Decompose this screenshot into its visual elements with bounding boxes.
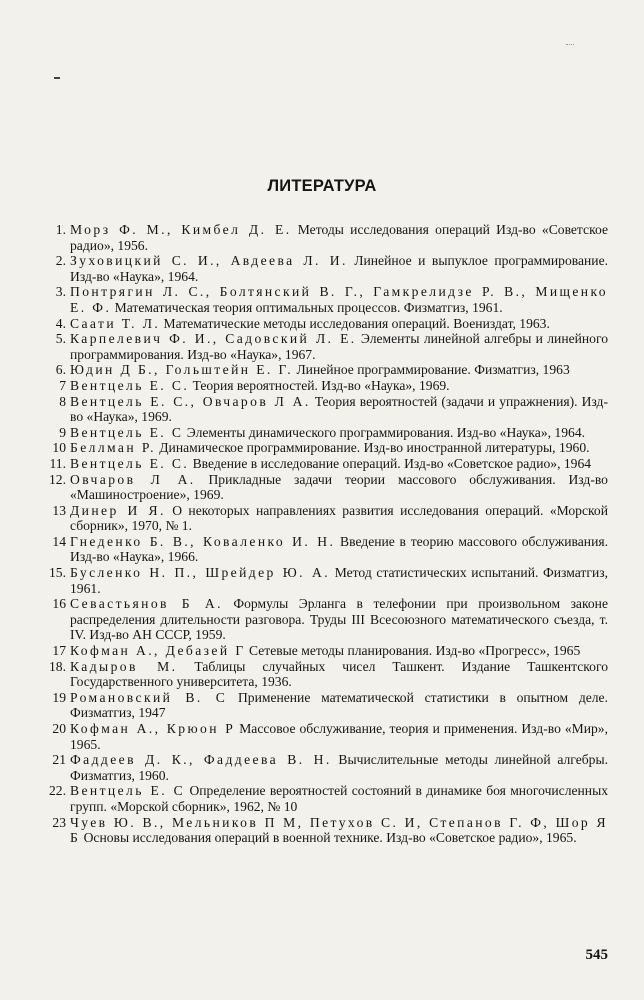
reference-number: 1.	[55, 222, 66, 237]
reference-text: Определение вероятностей состояний в динамике боя многочисленных групп. «Морской сборник», 1962, № 10	[70, 783, 609, 814]
reference-number: 8	[59, 393, 66, 409]
print-speck	[54, 77, 60, 79]
reference-authors: Вентцель Е. С.	[70, 377, 190, 393]
reference-text: Введение в исследование операций. Изд-во «Советское радио», 1964	[189, 455, 592, 471]
reference-item	[32, 752, 608, 783]
reference-item	[32, 783, 608, 814]
reference-number: 18.	[49, 658, 66, 674]
reference-number: 17	[52, 643, 66, 659]
reference-text: Элементы динамического программирования. Изд-во «Наука», 1964.	[183, 424, 586, 440]
reference-item	[32, 253, 608, 284]
reference-item	[32, 643, 608, 659]
reference-item	[32, 316, 608, 332]
reference-item	[32, 425, 608, 441]
reference-authors: Беллман Р.	[70, 440, 156, 456]
reference-item	[32, 440, 608, 456]
reference-authors: Вентцель Е. С	[70, 783, 186, 799]
reference-text: О некоторых направлениях развития исследования операций. «Морской сборник», 1970, № 1.	[70, 502, 608, 534]
reference-number: 9	[59, 424, 66, 440]
reference-item	[32, 659, 608, 690]
reference-item	[32, 815, 608, 846]
reference-number: 5.	[55, 331, 66, 347]
reference-number: 16	[52, 596, 66, 612]
reference-number: 12.	[49, 471, 66, 487]
reference-text: Массовое обслуживание, теория и применения. Изд-во «Мир», 1965.	[70, 721, 608, 752]
reference-text: Прикладные задачи теории массового обслуживания. Изд-во «Машиностроение», 1969.	[70, 471, 608, 503]
reference-item	[32, 690, 608, 721]
reference-text: Методы исследования операций Изд-во «Советское радио», 1956.	[70, 222, 608, 253]
reference-number: 14	[52, 533, 66, 549]
reference-item	[32, 378, 608, 394]
reference-authors: Морз Ф. М., Кимбел Д. Е.	[70, 222, 292, 237]
reference-authors: Саати Т. Л.	[70, 315, 161, 331]
reference-authors: Юдин Д Б., Гольштейн Е. Г.	[70, 362, 294, 378]
reference-text: Теория вероятностей. Изд-во «Наука», 1969.	[189, 377, 450, 393]
reference-item	[32, 472, 608, 503]
reference-number: 10	[52, 440, 66, 456]
reference-item	[32, 565, 608, 596]
reference-number: 2.	[55, 253, 66, 269]
reference-item	[32, 222, 608, 253]
reference-number: 6.	[55, 362, 66, 378]
reference-text: Применение математической статистики в опытном деле. Физматгиз, 1947	[70, 689, 608, 721]
reference-text: Линейное и выпуклое программирование. Изд-во «Наука», 1964.	[70, 253, 609, 284]
reference-authors: Вентцель Е. С	[70, 424, 184, 440]
reference-authors: Севастьянов Б А.	[70, 596, 223, 612]
page-number: 545	[585, 947, 608, 963]
reference-authors: Чуев Ю. В., Мельников П М, Петухов С. И, Степанов Г. Ф, Шор Я Б	[70, 814, 608, 846]
reference-number: 23	[52, 814, 66, 830]
reference-authors: Гнеденко Б. В., Коваленко И. Н.	[70, 533, 336, 549]
reference-text: Сетевые методы планирования. Изд-во «Прогресс», 1965	[245, 643, 581, 659]
reference-item	[32, 284, 608, 315]
reference-number: 21	[52, 752, 66, 768]
reference-item	[32, 596, 608, 643]
reference-number: 20	[52, 721, 66, 736]
reference-number: 3.	[55, 284, 66, 300]
page-title: ЛИТЕРАТУРА	[267, 177, 377, 195]
reference-text: Метод статистических испытаний. Физматгиз, 1961.	[70, 565, 608, 596]
reference-text: Таблицы случайных чисел Ташкент. Издание Ташкентского Государственного университета, 1936.	[70, 658, 608, 690]
reference-text: Вычислительные методы линейной алгебры. Физматгиз, 1960.	[70, 752, 608, 783]
reference-authors: Карпелевич Ф. И., Садовский Л. Е.	[70, 331, 357, 347]
reference-number: 7	[59, 377, 66, 393]
reference-authors: Романовский В. С	[70, 689, 228, 705]
reference-number: 4.	[55, 315, 66, 331]
reference-authors: Вентцель Е. С.	[70, 455, 190, 471]
reference-text: Линейное программирование. Физматгиз, 1963	[293, 362, 570, 378]
reference-number: 19	[52, 689, 66, 705]
reference-text: Формулы Эрланга в телефонии при произвольном законе распределения длительности разговора. Труды III Всесоюзного математического съезда, т. IV. Изд-во АН СССР, 1959.	[70, 596, 608, 643]
reference-number: 15.	[49, 565, 66, 581]
print-speck	[566, 44, 574, 45]
reference-authors: Кофман А., Дебазей Г	[70, 643, 246, 659]
reference-authors: Кадыров М.	[70, 658, 178, 674]
reference-item	[32, 331, 608, 362]
reference-item	[32, 362, 608, 378]
reference-item	[32, 534, 608, 565]
reference-authors: Бусленко Н. П., Шрейдер Ю. А.	[70, 565, 331, 581]
reference-authors: Понтрягин Л. С., Болтянский В. Г., Гамкрелидзе Р. В., Мищенко Е. Ф.	[70, 284, 608, 315]
reference-number: 11.	[49, 455, 66, 471]
reference-authors: Вентцель Е. С., Овчаров Л А.	[70, 393, 311, 409]
reference-item	[32, 456, 608, 472]
reference-text: Теория вероятностей (задачи и упражнения). Изд-во «Наука», 1969.	[70, 393, 608, 425]
reference-item	[32, 721, 608, 752]
reference-text: Динамическое программирование. Изд-во иностранной литературы, 1960.	[155, 440, 590, 456]
reference-item	[32, 503, 608, 534]
reference-number: 13	[52, 502, 66, 518]
reference-authors: Фаддеев Д. К., Фаддеева В. Н.	[70, 752, 332, 768]
reference-authors: Динер И Я.	[70, 502, 166, 518]
reference-text: Введение в теорию массового обслуживания. Изд-во «Наука», 1966.	[70, 533, 608, 565]
reference-text: Математическая теория оптимальных процессов. Физматгиз, 1961.	[111, 299, 503, 315]
reference-authors: Овчаров Л А.	[70, 471, 196, 487]
reference-text: Элементы линейной алгебры и линейного программирования. Изд-во «Наука», 1967.	[70, 331, 609, 362]
reference-text: Основы исследования операций в военной технике. Изд-во «Советское радио», 1965.	[80, 830, 577, 846]
reference-authors: Кофман А., Крюон Р	[70, 721, 236, 736]
reference-item	[32, 394, 608, 425]
reference-authors: Зуховицкий С. И., Авдеева Л. И.	[70, 253, 348, 269]
reference-text: Математические методы исследования операций. Воениздат, 1963.	[160, 315, 550, 331]
reference-list	[32, 222, 608, 846]
reference-number: 22.	[49, 783, 66, 799]
